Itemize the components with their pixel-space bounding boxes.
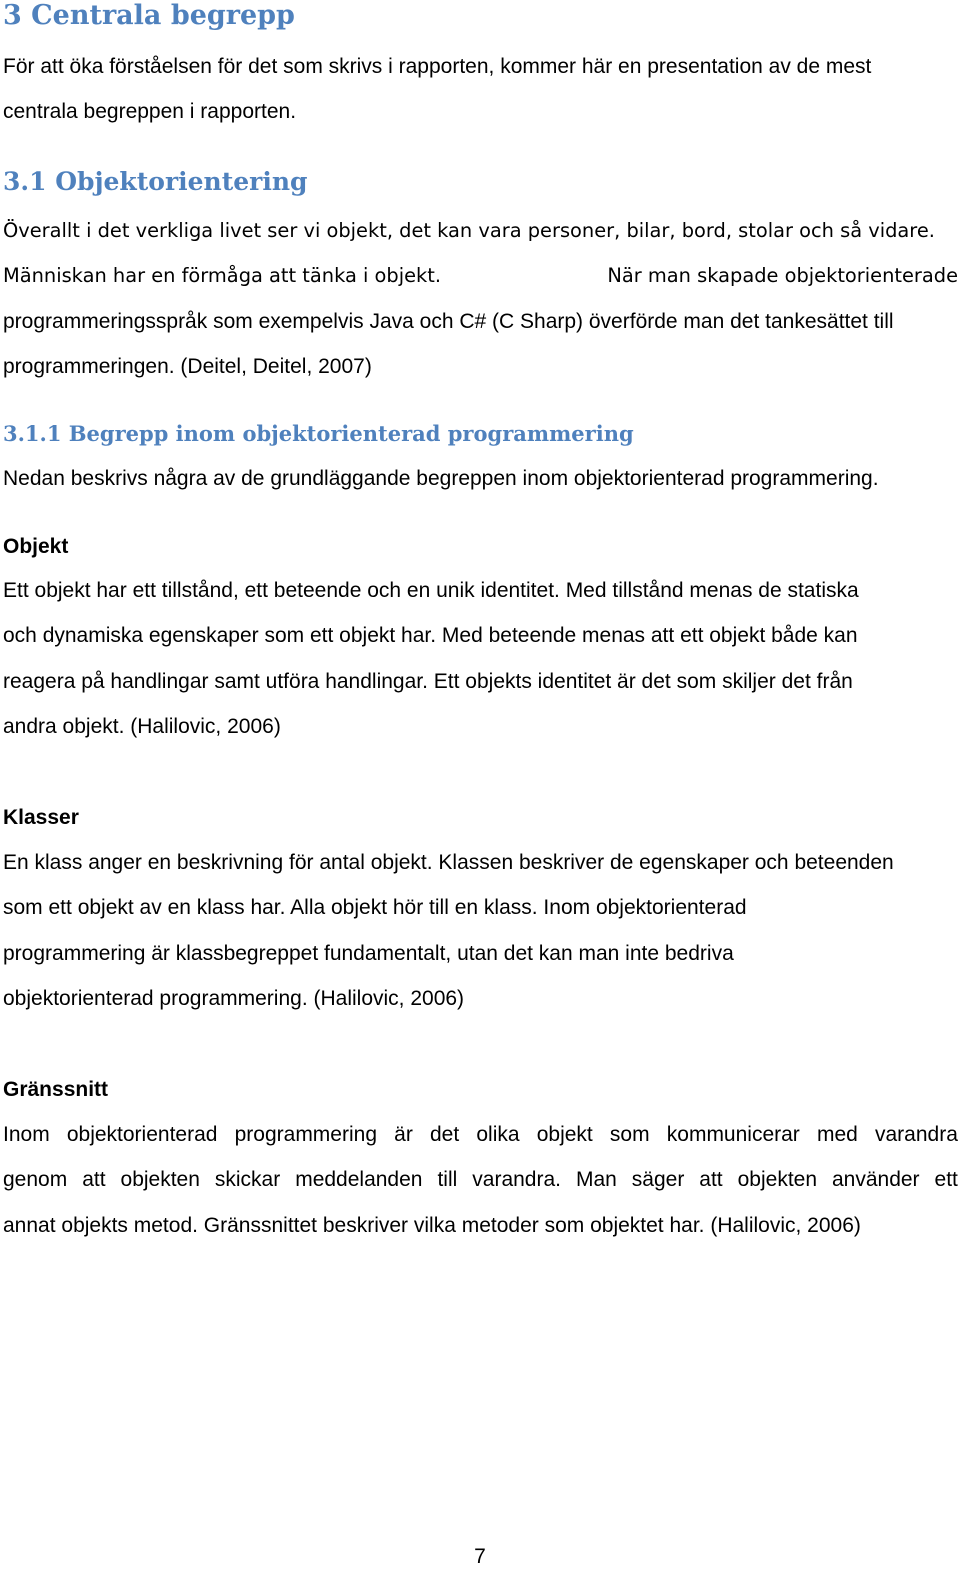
klasser-line-2: som ett objekt av en klass har. Alla objekt hör till en klass. Inom objektorienterad: [3, 896, 747, 919]
subheading-objekt: Objekt: [3, 535, 69, 558]
section-3-1-line-2: [3, 261, 958, 291]
subheading-klasser: Klasser: [3, 806, 79, 829]
klasser-line-4: objektorienterad programmering. (Halilovic, 2006): [3, 987, 465, 1010]
section-3-1-line-2-part-b: När man skapade objektorienterade: [607, 264, 958, 287]
objekt-line-4: andra objekt. (Halilovic, 2006): [3, 715, 281, 738]
klasser-line-3: programmering är klassbegreppet fundamentalt, utan det kan man inte bedriva: [3, 942, 734, 965]
section-3-1-1-intro: Nedan beskrivs några av de grundläggande begreppen inom objektorienterad programmering.: [3, 467, 879, 490]
granssnitt-line-3: annat objekts metod. Gränssnittet beskriver vilka metoder som objektet har. (Halilovic, 2006): [3, 1214, 861, 1237]
intro-line-1: För att öka förståelsen för det som skrivs i rapporten, kommer här en presentation av de mest: [3, 55, 872, 78]
objekt-line-1: Ett objekt har ett tillstånd, ett beteende och en unik identitet. Med tillstånd menas de statiska: [3, 579, 859, 602]
subheading-granssnitt: Gränssnitt: [3, 1078, 109, 1101]
heading-objektorientering: 3.1 Objektorientering: [3, 167, 308, 196]
heading-begrepp-inom-objektorienterad-programmering: 3.1.1 Begrepp inom objektorienterad programmering: [3, 421, 634, 446]
section-3-1-line-3: programmeringsspråk som exempelvis Java och C# (C Sharp) överförde man det tankesättet till: [3, 310, 894, 333]
granssnitt-line-1: Inom objektorienterad programmering är det olika objekt som kommunicerar med varandra: [3, 1123, 958, 1146]
section-3-1-line-1: Överallt i det verkliga livet ser vi objekt, det kan vara personer, bilar, bord, stolar och så vidare.: [3, 219, 935, 242]
granssnitt-line-2: genom att objekten skickar meddelanden till varandra. Man säger att objekten använder ett: [3, 1168, 958, 1191]
section-3-1-line-4: programmeringen. (Deitel, Deitel, 2007): [3, 355, 372, 378]
page-number: 7: [474, 1545, 486, 1568]
klasser-line-1: En klass anger en beskrivning för antal objekt. Klassen beskriver de egenskaper och beteenden: [3, 851, 894, 874]
section-3-1-line-2-part-a: Människan har en förmåga att tänka i objekt.: [3, 264, 442, 287]
heading-centrala-begrepp: 3 Centrala begrepp: [3, 0, 295, 31]
objekt-line-2: och dynamiska egenskaper som ett objekt har. Med beteende menas att ett objekt både kan: [3, 624, 858, 647]
objekt-line-3: reagera på handlingar samt utföra handlingar. Ett objekts identitet är det som skiljer det från: [3, 670, 853, 693]
intro-line-2: centrala begreppen i rapporten.: [3, 100, 297, 123]
